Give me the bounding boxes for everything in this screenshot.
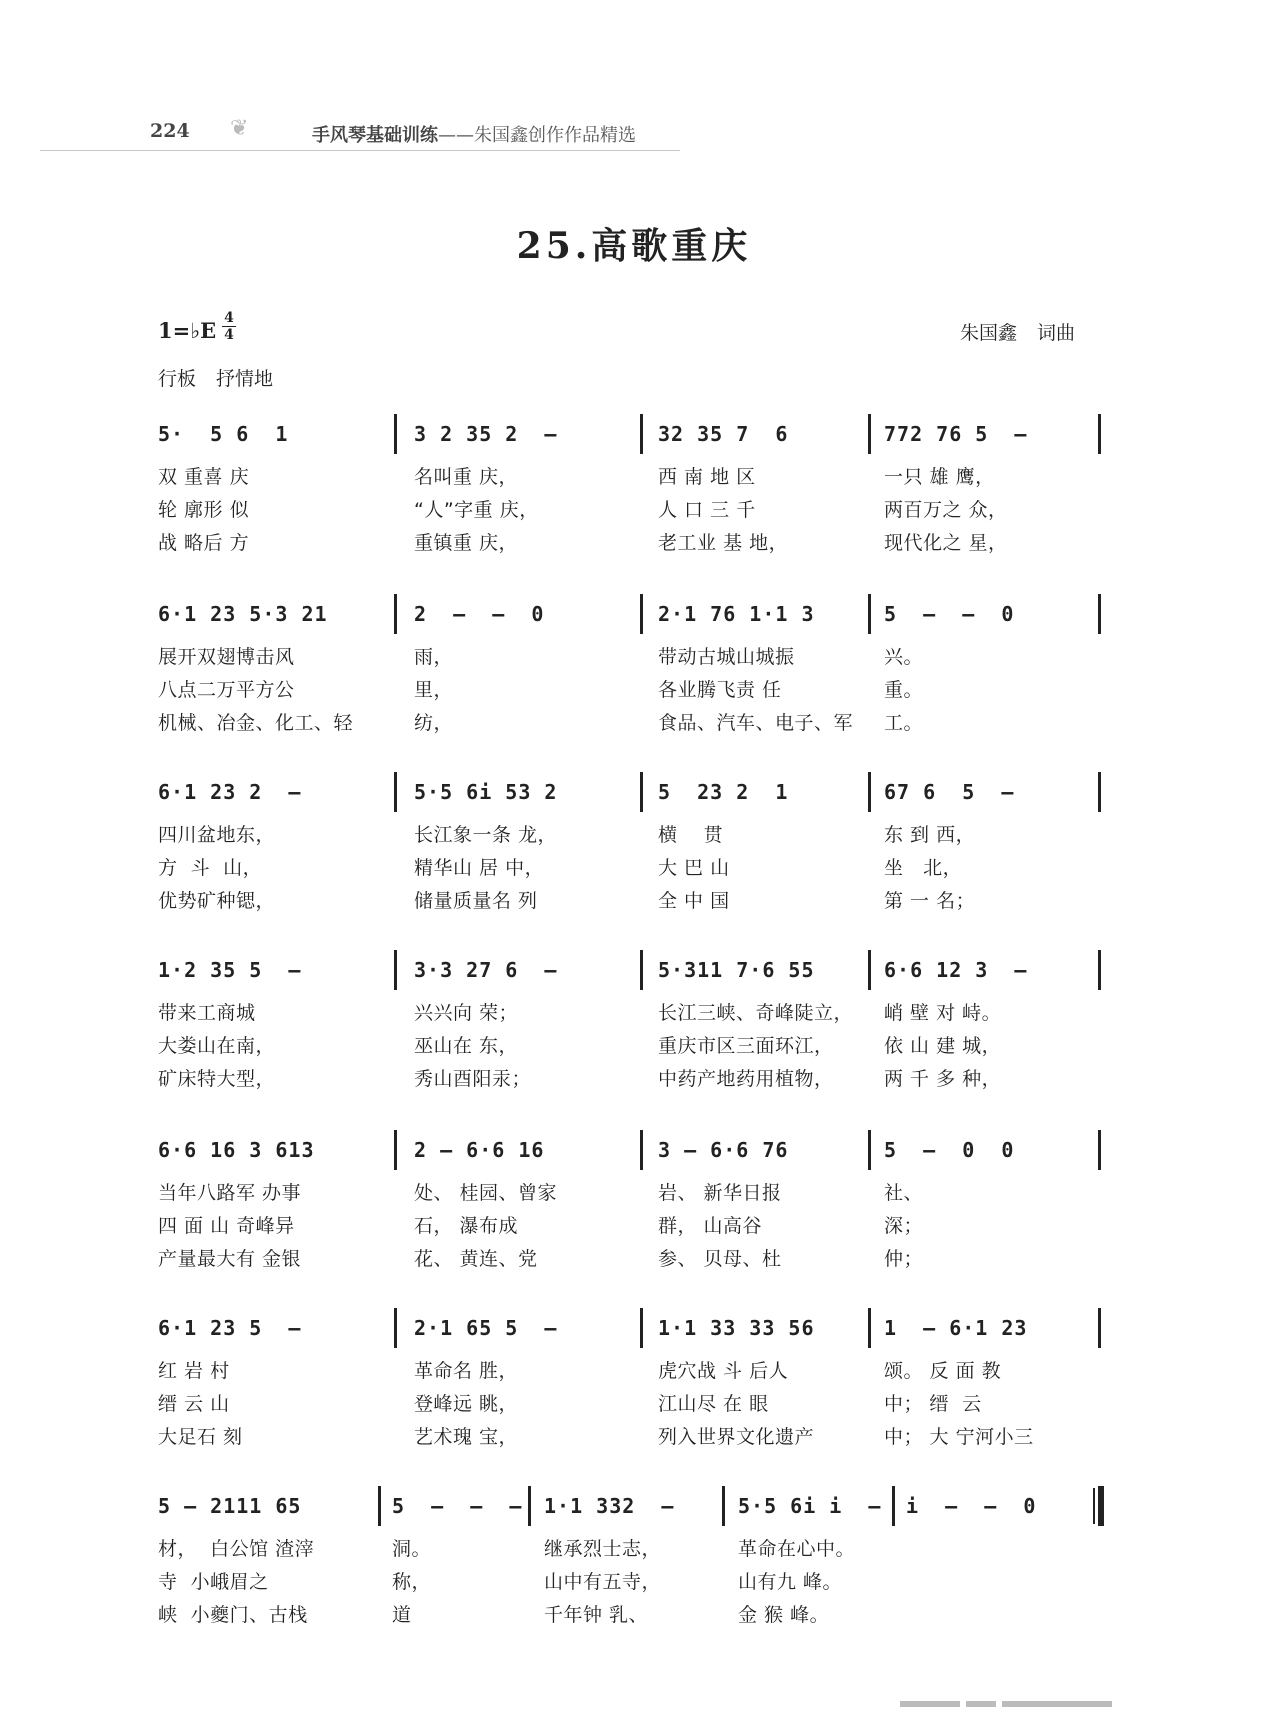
lyric-segment: 虎穴战 斗 后人 [658,1360,789,1382]
lyric-verse-1 [158,820,1098,850]
lyric-verse-1 [158,1356,1098,1386]
barline [868,1130,871,1170]
lyric-segment: 两 千 多 种， [884,1068,1002,1090]
lyric-segment: 中； 缙 云 [884,1393,982,1415]
lyric-segment: 处、 桂园、曾家 [414,1182,558,1204]
barline [528,1486,531,1526]
lyric-segment: 全 中 国 [658,890,730,912]
barline [394,1130,397,1170]
lyric-verse-1 [158,1178,1098,1208]
time-sig-bottom: 4 [224,327,234,343]
lyric-segment: 方 斗 山， [158,857,263,879]
lyric-verse-3 [158,528,1098,558]
barline [868,1308,871,1348]
measure-notes: 5 – – 0 [884,602,1015,626]
lyric-segment: 中； 大 宁河小三 [884,1426,1034,1448]
lyric-segment: 仲； [884,1248,924,1270]
lyric-segment: 巫山在 东， [414,1035,519,1057]
measure-notes: 6·1 23 2 – [158,780,302,804]
lyric-segment: 战 略后 方 [158,532,250,554]
lyric-segment: 工。 [884,712,924,734]
measure-notes: 1·2 35 5 – [158,958,302,982]
song-title: 25.高歌重庆 [516,225,752,267]
notes-row [158,1138,1098,1174]
lyric-segment: 群， 山高谷 [658,1215,763,1237]
measure-notes: 6·1 23 5 – [158,1316,302,1340]
lyric-segment: 岩、 新华日报 [658,1182,782,1204]
measure-notes: 5 – 2111 65 [158,1494,302,1518]
lyric-segment: 八点二万平方公 [158,679,295,701]
lyric-segment: 两百万之 众， [884,499,1008,521]
lyric-segment: 机械、冶金、化工、轻 [158,712,354,734]
lyric-segment: 中药产地药用植物， [658,1068,834,1090]
page-header [40,116,680,160]
measure-notes: 5 – – – [392,1494,523,1518]
lyric-verse-3 [158,1244,1098,1274]
score-system [0,780,1268,930]
lyric-segment: 洞。 [392,1538,432,1560]
barline [722,1486,725,1526]
measure-notes: 1·1 332 – [544,1494,675,1518]
notes-row [158,958,1098,994]
measure-notes: 1·1 33 33 56 [658,1316,815,1340]
composer-credit: 朱国鑫 词曲 [960,322,1076,344]
barline [640,950,643,990]
measure-notes: i – – 0 [906,1494,1037,1518]
notes-row [158,602,1098,638]
measure-notes: 3 – 6·6 76 [658,1138,789,1162]
lyric-segment: 革命在心中。 [738,1538,856,1560]
lyric-segment: 第 一 名； [884,890,976,912]
measure-notes: 2·1 76 1·1 3 [658,602,815,626]
notes-row [158,1494,1098,1530]
lyric-segment: 大足石 刻 [158,1426,243,1448]
barline [394,414,397,454]
lyric-verse-1 [158,998,1098,1028]
lyric-segment: 一只 雄 鹰， [884,466,995,488]
footer-decoration [900,1692,1220,1698]
lyric-segment: 深； [884,1215,924,1237]
lyric-segment: 里， [414,679,454,701]
lyric-segment: 长江三峡、奇峰陡立， [658,1002,854,1024]
measure-notes: 2 – – 0 [414,602,545,626]
lyric-segment: “人”字重 庆， [414,499,539,521]
measure-notes: 5·5 6i 53 2 [414,780,558,804]
measure-notes: 2 – 6·6 16 [414,1138,545,1162]
lyric-segment: 登峰远 眺， [414,1393,519,1415]
lyric-segment: 重镇重 庆， [414,532,519,554]
barline [868,414,871,454]
lyric-segment: 当年八路军 办事 [158,1182,302,1204]
ornament-icon: ❦ [230,116,249,141]
lyric-segment: 双 重喜 庆 [158,466,250,488]
lyric-segment: 坐 北， [884,857,963,879]
lyric-segment: 石， 瀑布成 [414,1215,519,1237]
score-system [0,422,1268,572]
lyric-segment: 江山尽 在 眼 [658,1393,769,1415]
lyric-segment: 东 到 西， [884,824,976,846]
lyric-segment: 大娄山在南， [158,1035,276,1057]
lyric-verse-2 [158,1567,1098,1597]
barline [394,594,397,634]
measure-notes: 32 35 7 6 [658,422,789,446]
lyric-segment: 艺术瑰 宝， [414,1426,519,1448]
lyric-segment: 四川盆地东， [158,824,276,846]
barline [640,1130,643,1170]
lyric-segment: 各业腾飞责 任 [658,679,782,701]
lyric-segment: 称， [392,1571,432,1593]
notes-row [158,780,1098,816]
lyric-segment: 储量质量名 列 [414,890,538,912]
lyric-segment: 矿床特大型， [158,1068,276,1090]
lyric-verse-3 [158,1422,1098,1452]
lyric-segment: 兴。 [884,646,924,668]
lyric-segment: 峡 小夔门、古栈 [158,1604,308,1626]
lyric-verse-2 [158,1031,1098,1061]
lyric-segment: 食品、汽车、电子、军 [658,712,854,734]
measure-notes: 5 – 0 0 [884,1138,1015,1162]
time-signature [222,311,236,342]
barline [394,950,397,990]
measure-notes: 67 6 5 – [884,780,1015,804]
book-subtitle: ——朱国鑫创作作品精选 [438,125,636,146]
measure-notes: 5·311 7·6 55 [658,958,815,982]
barline [1098,772,1101,812]
lyric-segment: 纺， [414,712,454,734]
lyric-segment: 精华山 居 中， [414,857,545,879]
lyric-segment: 带动古城山城振 [658,646,795,668]
lyric-segment: 花、 黄连、党 [414,1248,538,1270]
lyric-verse-2 [158,1389,1098,1419]
lyric-verse-2 [158,675,1098,705]
barline [378,1486,381,1526]
lyric-verse-1 [158,642,1098,672]
measure-notes: 5· 5 6 1 [158,422,289,446]
measure-notes: 1 – 6·1 23 [884,1316,1028,1340]
measure-notes: 3·3 27 6 – [414,958,558,982]
lyric-segment: 道 [392,1604,412,1626]
barline [868,772,871,812]
barline [640,594,643,634]
lyric-segment: 继承烈士志， [544,1538,662,1560]
lyric-segment: 老工业 基 地， [658,532,789,554]
lyric-segment: 长江象一条 龙， [414,824,558,846]
key-signature: 1=♭E [158,318,217,343]
lyric-segment: 带来工商城 [158,1002,256,1024]
lyric-segment: 雨， [414,646,454,668]
lyric-segment: 缙 云 山 [158,1393,230,1415]
lyric-segment: 革命名 胜， [414,1360,519,1382]
lyric-segment: 人 口 三 千 [658,499,756,521]
lyric-segment: 颂。 反 面 教 [884,1360,1002,1382]
lyric-segment: 材， 白公馆 渣滓 [158,1538,315,1560]
lyric-segment: 千年钟 乳、 [544,1604,649,1626]
barline [892,1486,895,1526]
score-system [0,958,1268,1108]
lyric-segment: 参、 贝母、杜 [658,1248,782,1270]
barline [394,772,397,812]
lyric-segment: 重。 [884,679,924,701]
lyric-segment: 兴兴向 荣； [414,1002,519,1024]
measure-notes: 5·5 6i i – [738,1494,882,1518]
barline [1098,1308,1101,1348]
barline [640,1308,643,1348]
barline [1098,414,1101,454]
lyric-segment: 山有九 峰。 [738,1571,843,1593]
barline [1098,950,1101,990]
lyric-verse-3 [158,708,1098,738]
score-system [0,1138,1268,1288]
lyric-segment: 重庆市区三面环江， [658,1035,834,1057]
notes-row [158,1316,1098,1352]
barline [640,414,643,454]
time-sig-top: 4 [224,310,234,326]
lyric-segment: 金 猴 峰。 [738,1604,830,1626]
lyric-segment: 峭 壁 对 峙。 [884,1002,1002,1024]
lyric-segment: 名叫重 庆， [414,466,519,488]
notes-row [158,422,1098,458]
lyric-segment: 四 面 山 奇峰异 [158,1215,295,1237]
score-system [0,1494,1268,1644]
lyric-segment: 产量最大有 金银 [158,1248,302,1270]
lyric-segment: 大 巴 山 [658,857,730,879]
measure-notes: 5 23 2 1 [658,780,789,804]
lyric-segment: 红 岩 村 [158,1360,230,1382]
lyric-verse-3 [158,1600,1098,1630]
page-number: 224 [150,120,190,142]
lyric-verse-3 [158,1064,1098,1094]
score-system [0,602,1268,752]
barline [1098,1130,1101,1170]
barline [868,950,871,990]
lyric-segment: 社、 [884,1182,924,1204]
lyric-segment: 寺 小峨眉之 [158,1571,269,1593]
lyric-segment: 横 贯 [658,824,724,846]
measure-notes: 6·6 16 3 613 [158,1138,315,1162]
lyric-segment: 依 山 建 城， [884,1035,1002,1057]
lyric-segment: 轮 廓形 似 [158,499,250,521]
book-title [312,121,636,147]
header-rule [40,150,680,151]
lyric-verse-2 [158,1211,1098,1241]
barline [1098,1486,1104,1526]
lyric-segment: 列入世界文化遗产 [658,1426,815,1448]
lyric-verse-2 [158,853,1098,883]
measure-notes: 3 2 35 2 – [414,422,558,446]
lyric-segment: 山中有五寺， [544,1571,662,1593]
lyric-verse-3 [158,886,1098,916]
tempo-marking: 行板 抒情地 [158,368,274,390]
measure-notes: 2·1 65 5 – [414,1316,558,1340]
lyric-segment: 现代化之 星， [884,532,1008,554]
book-title-main: 手风琴基础训练 [312,125,438,146]
lyric-segment: 西 南 地 区 [658,466,756,488]
score-system [0,1316,1268,1466]
barline [868,594,871,634]
measure-notes: 772 76 5 – [884,422,1028,446]
lyric-verse-1 [158,1534,1098,1564]
lyric-segment: 优势矿种锶， [158,890,276,912]
barline [1098,594,1101,634]
lyric-segment: 秀山酉阳汞； [414,1068,532,1090]
lyric-verse-2 [158,495,1098,525]
measure-notes: 6·6 12 3 – [884,958,1028,982]
barline [640,772,643,812]
measure-notes: 6·1 23 5·3 21 [158,602,328,626]
lyric-segment: 展开双翅博击风 [158,646,295,668]
barline [394,1308,397,1348]
lyric-verse-1 [158,462,1098,492]
